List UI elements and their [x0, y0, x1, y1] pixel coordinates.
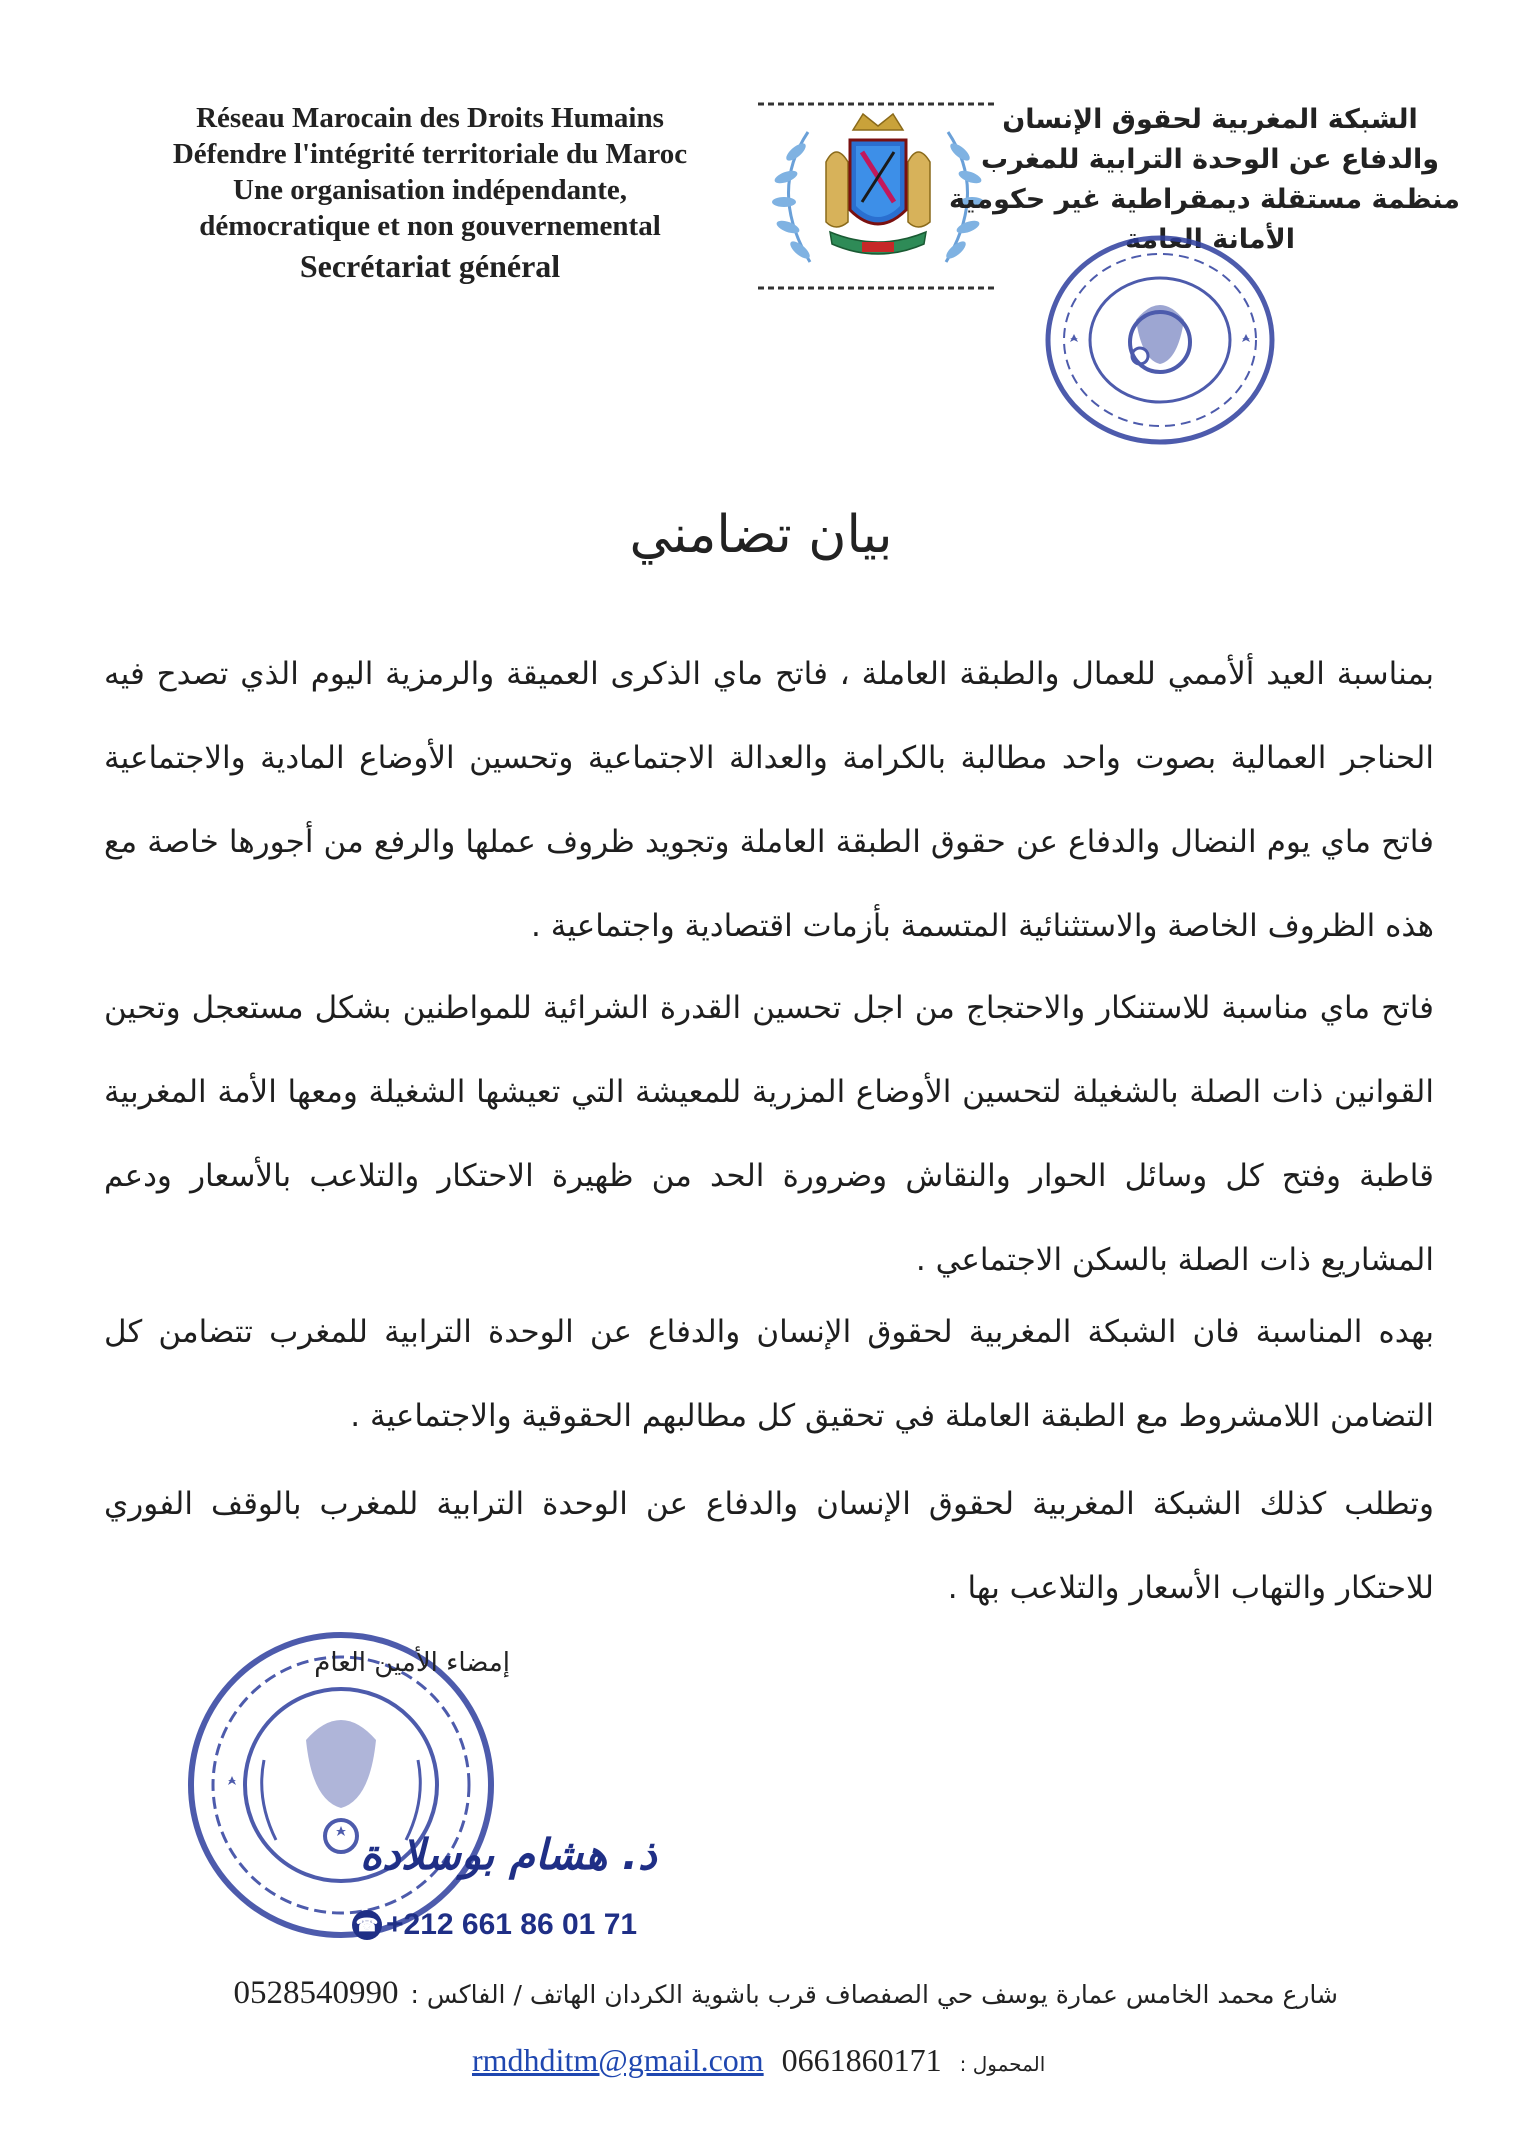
signatory-phone [352, 1908, 637, 1942]
ar-header-line-4: الأمانة العامة [1125, 224, 1295, 255]
paragraph-3-text: بهده المناسبة فان الشبكة المغربية لحقوق الإنسان والدفاع عن الوحدة الترابية للمغرب تتضامن كل التضامن اللامشروط مع الطبقة العاملة في تحقيق كل مطالبهم الحقوقية والاجتماعية . [104, 1314, 1434, 1434]
ar-header-line-3: منظمة مستقلة ديمقراطية غير حكومية [948, 184, 1460, 215]
footer-mobile-label: المحمول : [959, 2052, 1046, 2076]
ar-header-line-2: والدفاع عن الوحدة الترابية للمغرب [980, 144, 1440, 175]
fr-header-line-1: Réseau Marocain des Droits Humains [196, 102, 664, 134]
paragraph-2-text: فاتح ماي مناسبة للاستنكار والاحتجاج من اجل تحسين القدرة الشرائية للمواطنين بشكل مستعجل وتحين القوانين ذات الصلة بالشغيلة لتحسين الأوضاع المزرية للمعيشة التي تعيشها الشغيلة ومعها الأمة المغربية قاطبة وفتح كل وسائل الحوار والنقاش وضرورة الحد من ظهيرة الاحتكار والتلاعب بالأسعار ودعم المشاريع ذات الصلة بالسكن الاجتماعي . [104, 990, 1434, 1278]
footer-address-line [208, 1975, 1338, 2012]
paragraph-3 [104, 1290, 1434, 1458]
fr-secretariat: Secrétariat général [299, 248, 561, 284]
signature-label: إمضاء الأمين العام [314, 1648, 510, 1678]
footer-mobile: 0661860171 [781, 2042, 942, 2078]
paragraph-1-text: بمناسبة العيد ألأممي للعمال والطبقة العاملة ، فاتح ماي الذكرى العميقة والرمزية اليوم الذي تصدح فيه الحناجر العمالية بصوت واحد مطالبة بالكرامة والعدالة الاجتماعية وتحسين الأوضاع المادية والاجتماعية فاتح ماي يوم النضال والدفاع عن حقوق الطبقة العاملة وتجويد ظروف عملها والرفع من أجورها خاصة مع هذه الظروف الخاصة والاستثنائية المتسمة بأزمات اقتصادية واجتماعية . [104, 656, 1434, 944]
signatory-phone-number: +212 661 86 01 71 [386, 1908, 638, 1941]
footer-fax: 0528540990 [233, 1975, 399, 2011]
french-header [140, 100, 720, 285]
paragraph-4-text: وتطلب كذلك الشبكة المغربية لحقوق الإنسان والدفاع عن الوحدة الترابية للمغرب بالوقف الفوري للاحتكار والتهاب الأسعار والتلاعب بها . [104, 1486, 1434, 1606]
paragraph-1 [104, 632, 1434, 968]
footer-email-link[interactable]: rmdhditm@gmail.com [472, 2042, 764, 2078]
statement-title: بيان تضامني [629, 505, 893, 565]
paragraph-4 [104, 1462, 1434, 1630]
fr-header-line-3: Une organisation indépendante, [233, 174, 627, 206]
footer-contact-line [472, 2042, 1045, 2079]
fr-header-line-2: Défendre l'intégrité territoriale du Maroc [172, 138, 688, 170]
fr-header-line-4: démocratique et non gouvernemental [199, 210, 661, 242]
paragraph-2 [104, 966, 1434, 1302]
official-stamp-icon [1040, 230, 1280, 450]
footer-address: شارع محمد الخامس عمارة يوسف حي الصفصاف قرب باشوية الكردان الهاتف / الفاكس : [410, 1980, 1338, 2009]
signatory-name: ذ. هشام بوسلادة [360, 1830, 657, 1879]
phone-icon: ☎ [352, 1910, 382, 1940]
ar-header-line-1: الشبكة المغربية لحقوق الإنسان [1002, 104, 1418, 135]
